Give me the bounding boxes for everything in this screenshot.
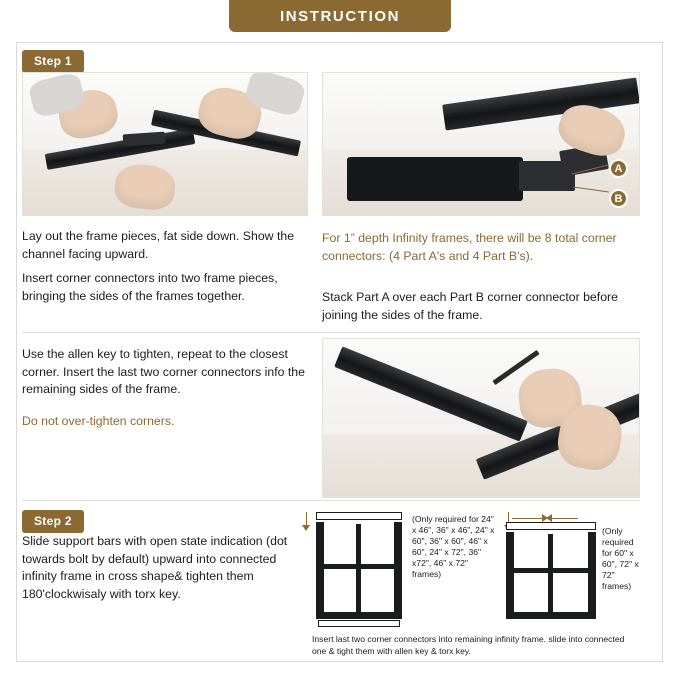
diagram-left-side-right [394, 522, 402, 618]
step1-row2-warning: Do not over-tighten corners. [22, 414, 175, 428]
diagram-right-side-right [588, 532, 596, 618]
diagram-left-side-left [316, 522, 324, 618]
step2-text: Slide support bars with open state indication (dot towards bolt by default) upward into connected infinity frame in cross shape& tighten them 180'clockwisaly with torx key. [22, 534, 288, 601]
arrow-down-1 [302, 525, 310, 531]
step1-right-text-2: Stack Part A over each Part B corner connector before joining the sides of the frame. [322, 290, 618, 322]
diagram-left-top-bar [316, 512, 402, 520]
step2-caption: Insert last two corner connectors into remaining infinity frame. slide into connected one & tight them with allen key & torx key. [312, 634, 625, 656]
photo-tightening-corner [322, 338, 640, 498]
badge-part-a: A [609, 159, 628, 178]
page-title: INSTRUCTION [279, 7, 401, 25]
step2-note-left: (Only required for 24" x 46", 36" x 46", 24" x 60", 36" x 60", 46" x 60", 24" x 72", 36" x72", 46" x 72" frames) [412, 514, 495, 579]
step2-note-right: (Only required for 60" x 60", 72" x 72" frames) [602, 526, 639, 591]
frame-rail-bottom [347, 157, 523, 201]
step1-right-text-1: For 1” depth Infinity frames, there will be 8 total corner connectors: (4 Part A's and 4 Part B's). [322, 231, 617, 263]
step-2-label: Step 2 [22, 510, 84, 533]
arrow-hstem-1 [512, 518, 542, 519]
step1-row2-text: Use the allen key to tighten, repeat to the closest corner. Insert the last two corner connectors info the remaining sides of the frame. [22, 347, 305, 396]
diagram-left-base [318, 620, 400, 627]
step-1-label: Step 1 [22, 50, 84, 73]
step1-left-text-2: Insert corner connectors into two frame pieces, bringing the sides of the frames together. [22, 271, 278, 303]
diagram-right-support-vertical [548, 534, 553, 614]
diagram-left-support-vertical [356, 524, 361, 614]
diagram-right-side-left [506, 532, 514, 618]
instruction-banner [229, 0, 451, 32]
photo-corner-connectors [322, 72, 640, 216]
photo-frame-pieces [22, 72, 308, 216]
diagram-right-top-bar [506, 522, 596, 530]
section-divider-1 [22, 332, 640, 333]
step2-diagram-group [306, 512, 640, 642]
arrow-stem-1 [306, 512, 307, 526]
badge-part-b: B [609, 189, 628, 208]
arrow-hstem-2 [552, 518, 578, 519]
arrow-left-1 [546, 514, 552, 522]
section-divider-2 [22, 500, 640, 501]
step1-left-text-1: Lay out the frame pieces, fat side down. Show the channel facing upward. [22, 229, 295, 261]
